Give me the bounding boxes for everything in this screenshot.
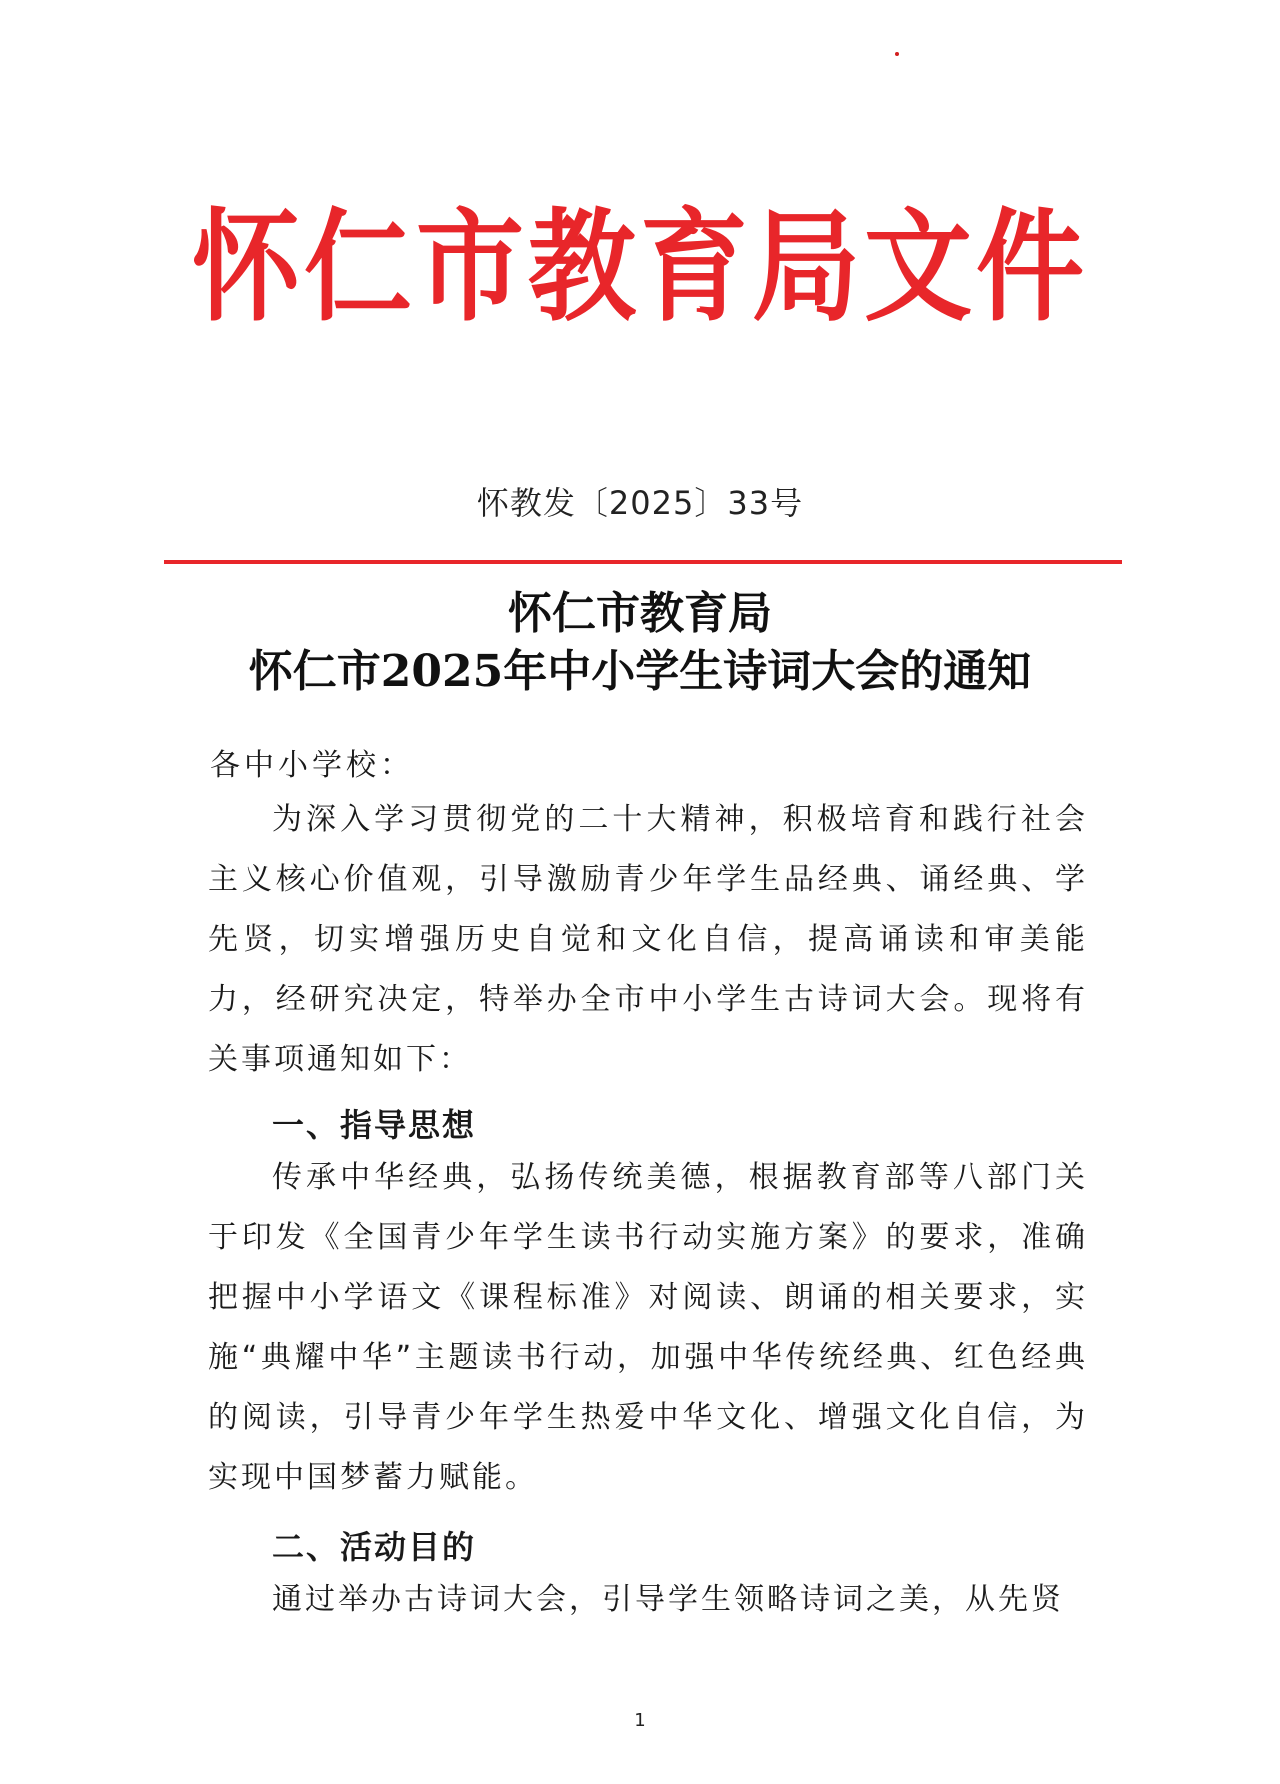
section-heading-activity-purpose: 二、活动目的 xyxy=(272,1528,477,1566)
section-body-activity-purpose: 通过举办古诗词大会，引导学生领略诗词之美，从先贤 xyxy=(272,1582,1064,1617)
red-divider-line xyxy=(164,560,1122,564)
salutation: 各中小学校： xyxy=(210,748,414,783)
document-title-line1: 怀仁市教育局 xyxy=(508,588,772,639)
document-masthead: 怀仁市教育局文件 xyxy=(191,197,1088,338)
page-number: 1 xyxy=(634,1710,646,1731)
intro-paragraph: 为深入学习贯彻党的二十大精神，积极培育和践行社会主义核心价值观，引导激励青少年学生品经典、诵经典、学先贤，切实增强历史自觉和文化自信，提高诵读和审美能力，经研究决定，特举办全市中小学生古诗词大会。现将有关事项通知如下： xyxy=(208,802,1088,1077)
section-body-guiding-ideology: 传承中华经典，弘扬传统美德，根据教育部等八部门关于印发《全国青少年学生读书行动实施方案》的要求，准确把握中小学语文《课程标准》对阅读、朗诵的相关要求，实施“典耀中华”主题读书行动，加强中华传统经典、红色经典的阅读，引导青少年学生热爱中华文化、增强文化自信，为实现中国梦蓄力赋能。 xyxy=(208,1160,1088,1495)
document-title-line2: 怀仁市2025年中小学生诗词大会的通知 xyxy=(248,646,1032,697)
document-number: 怀教发〔2025〕33号 xyxy=(476,484,804,522)
section-heading-guiding-ideology: 一、指导思想 xyxy=(272,1106,477,1144)
ink-speck xyxy=(895,52,899,56)
